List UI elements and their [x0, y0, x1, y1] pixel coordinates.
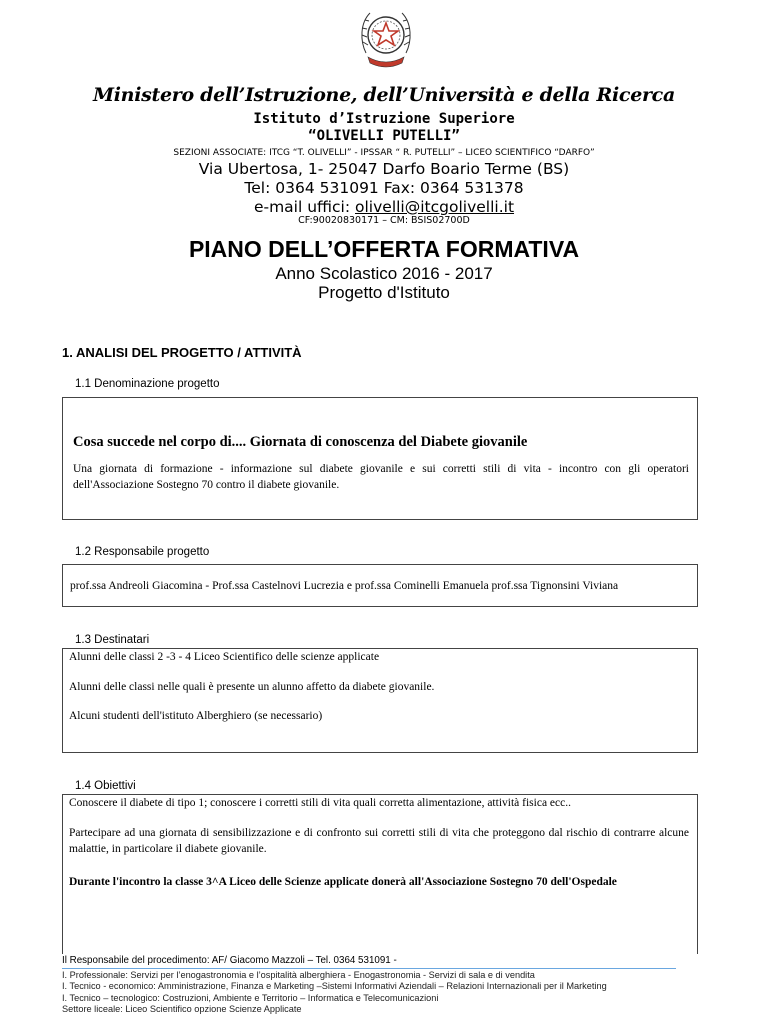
project-type: Progetto d'Istituto [318, 283, 450, 302]
project-description: Una giornata di formazione - informazione sul diabete giovanile e sui corretti stili di vita - incontro con gli operatori dell'Associazione Sostegno 70 contro il diabete giovanile. [73, 463, 689, 491]
project-manager-box [62, 564, 698, 607]
footer-line: Settore liceale: Liceo Scientifico opzione Scienze Applicate [62, 1004, 302, 1014]
objectives-item: Partecipare ad una giornata di sensibilizzazione e di confronto sui corretti stili di vita che proteggono dal rischio di contrarre alcune malattie, in particolare il diabete giovanile. [69, 827, 689, 855]
document-subheading [0, 264, 768, 302]
document-title: PIANO DELL’OFFERTA FORMATIVA [188, 236, 580, 262]
recipients-item: Alunni delle classi 2 -3 - 4 Liceo Scientifico delle scienze applicate [69, 651, 380, 663]
ministry-name: Ministero dell’Istruzione, dell’Università e della Ricerca [93, 84, 675, 106]
footer-line: I. Tecnico - economico: Amministrazione, Finanza e Marketing –Sistemi Informativi Aziendali – Relazioni Internazionali per il Marketing [62, 981, 607, 991]
section-heading: 1. ANALISI DEL PROGETTO / ATTIVITÀ [62, 345, 302, 360]
footer-responsible: Il Responsabile del procedimento: AF/ Giacomo Mazzoli – Tel. 0364 531091 - [62, 955, 397, 966]
address: Via Ubertosa, 1- 25047 Darfo Boario Terme (BS) [198, 160, 570, 178]
institute-contact [0, 160, 768, 217]
institute-name-line2: “OLIVELLI PUTELLI” [308, 128, 460, 144]
footer-divider [62, 968, 676, 969]
recipients-label: 1.3 Destinatari [75, 634, 150, 646]
institute-name-line1: Istituto d’Istruzione Superiore [253, 111, 515, 127]
objectives-item: Conoscere il diabete di tipo 1; conoscere i corretti stili di vita quali corretta alimentazione, attività fisica ecc.. [69, 797, 571, 809]
footer-line: I. Professionale: Servizi per l’enogastronomia e l’ospitalità alberghiera - Enogastronomia - Servizi di sala e di vendita [62, 969, 535, 980]
email-label: e-mail uffici: [253, 198, 356, 216]
recipients-box [62, 648, 698, 753]
school-year: Anno Scolastico 2016 - 2017 [275, 264, 493, 283]
objectives-box [62, 794, 698, 954]
recipients-item: Alunni delle classi nelle quali è presente un alunno affetto da diabete giovanile. [69, 681, 435, 693]
fiscal-code: CF:90020830171 – CM: BSIS02700D [298, 215, 470, 226]
project-name-box [62, 397, 698, 520]
project-managers: prof.ssa Andreoli Giacomina - Prof.ssa Castelnovi Lucrezia e prof.ssa Cominelli Emanuela prof.ssa Tignonsini Viviana [70, 580, 619, 592]
italian-republic-emblem [358, 5, 414, 75]
objectives-label: 1.4 Obiettivi [75, 780, 136, 792]
objectives-item: Durante l'incontro la classe 3^A Liceo delle Scienze applicate donerà all'Associazione Sostegno 70 dell'Ospedale [69, 876, 617, 888]
recipients-item: Alcuni studenti dell'istituto Alberghiero (se necessario) [69, 710, 323, 722]
project-manager-label: 1.2 Responsabile progetto [75, 546, 210, 558]
project-title: Cosa succede nel corpo di.... Giornata di conoscenza del Diabete giovanile [73, 434, 528, 450]
page-footer [62, 955, 682, 1016]
project-name-label: 1.1 Denominazione progetto [75, 378, 220, 390]
phone-fax: Tel: 0364 531091 Fax: 0364 531378 [244, 179, 524, 197]
footer-line: I. Tecnico – tecnologico: Costruzioni, Ambiente e Territorio – Informatica e Telecomunicazioni [62, 992, 439, 1003]
email-link[interactable]: olivelli@itcgolivelli.it [355, 198, 515, 216]
associated-sections: SEZIONI ASSOCIATE: ITCG “T. OLIVELLI” - IPSSAR “ R. PUTELLI” – LICEO SCIENTIFICO “DARFO” [173, 148, 595, 158]
